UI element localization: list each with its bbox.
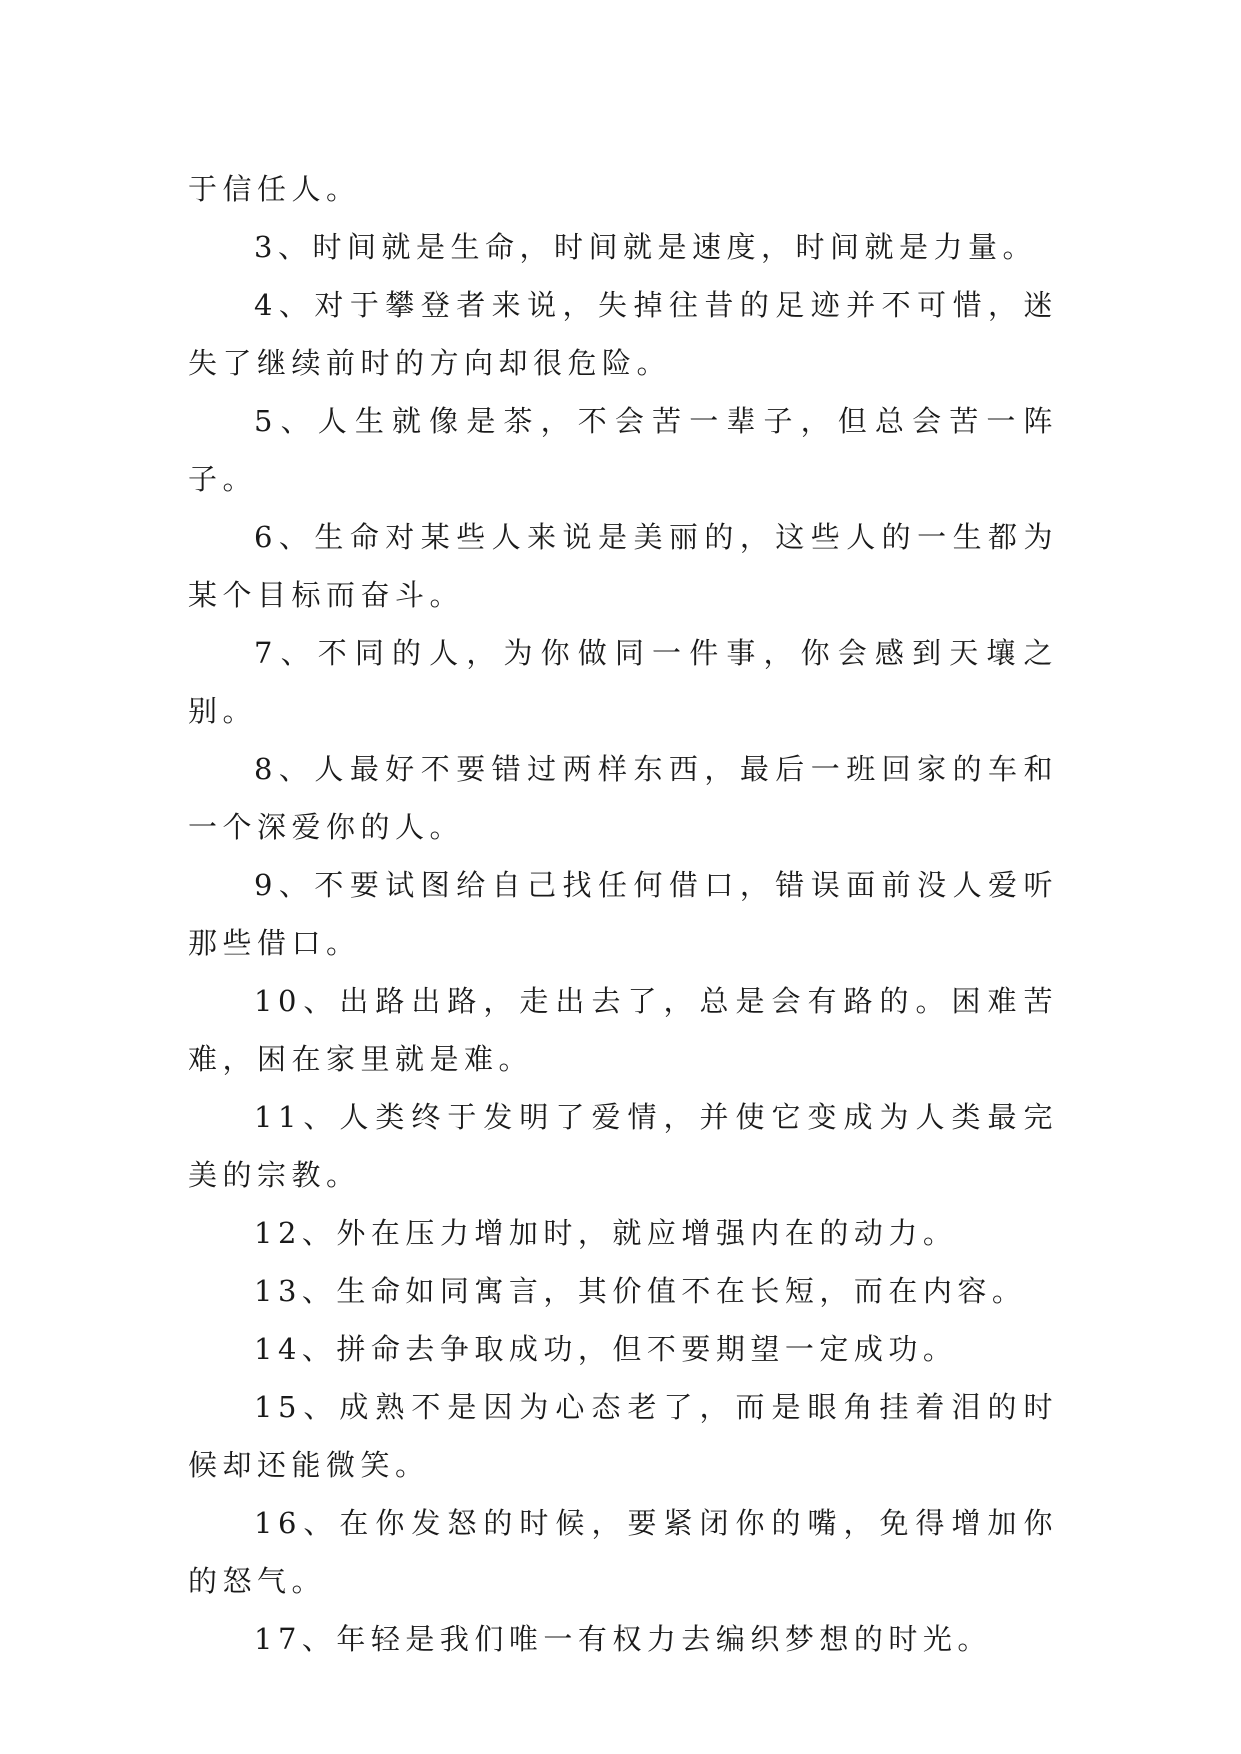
paragraph-item-12: 12、外在压力增加时，就应增强内在的动力。 bbox=[254, 1216, 958, 1250]
paragraph-item-9: 9、不要试图给自己找任何借口，错误面前没人爱听那些借口。 bbox=[188, 868, 1058, 960]
document-body bbox=[188, 160, 1058, 1668]
paragraph-item-5: 5、人生就像是茶，不会苦一辈子，但总会苦一阵子。 bbox=[188, 404, 1058, 496]
paragraph-item-6: 6、生命对某些人来说是美丽的，这些人的一生都为某个目标而奋斗。 bbox=[188, 520, 1058, 612]
paragraph-item-14: 14、拼命去争取成功，但不要期望一定成功。 bbox=[254, 1332, 958, 1366]
paragraph-continuation: 于信任人。 bbox=[188, 172, 361, 206]
paragraph-item-7: 7、不同的人，为你做同一件事，你会感到天壤之别。 bbox=[188, 636, 1058, 728]
paragraph-item-13: 13、生命如同寓言，其价值不在长短，而在内容。 bbox=[254, 1274, 1027, 1308]
paragraph-item-10: 10、出路出路，走出去了，总是会有路的。困难苦难，困在家里就是难。 bbox=[188, 984, 1058, 1076]
paragraph-item-17: 17、年轻是我们唯一有权力去编织梦想的时光。 bbox=[254, 1622, 992, 1656]
paragraph-item-4: 4、对于攀登者来说，失掉往昔的足迹并不可惜，迷失了继续前时的方向却很危险。 bbox=[188, 288, 1058, 380]
paragraph-item-8: 8、人最好不要错过两样东西，最后一班回家的车和一个深爱你的人。 bbox=[188, 752, 1058, 844]
paragraph-item-3: 3、时间就是生命，时间就是速度，时间就是力量。 bbox=[254, 230, 1037, 264]
paragraph-item-11: 11、人类终于发明了爱情，并使它变成为人类最完美的宗教。 bbox=[188, 1100, 1058, 1192]
paragraph-item-16: 16、在你发怒的时候，要紧闭你的嘴，免得增加你的怒气。 bbox=[188, 1506, 1058, 1598]
paragraph-item-15: 15、成熟不是因为心态老了，而是眼角挂着泪的时候却还能微笑。 bbox=[188, 1390, 1058, 1482]
